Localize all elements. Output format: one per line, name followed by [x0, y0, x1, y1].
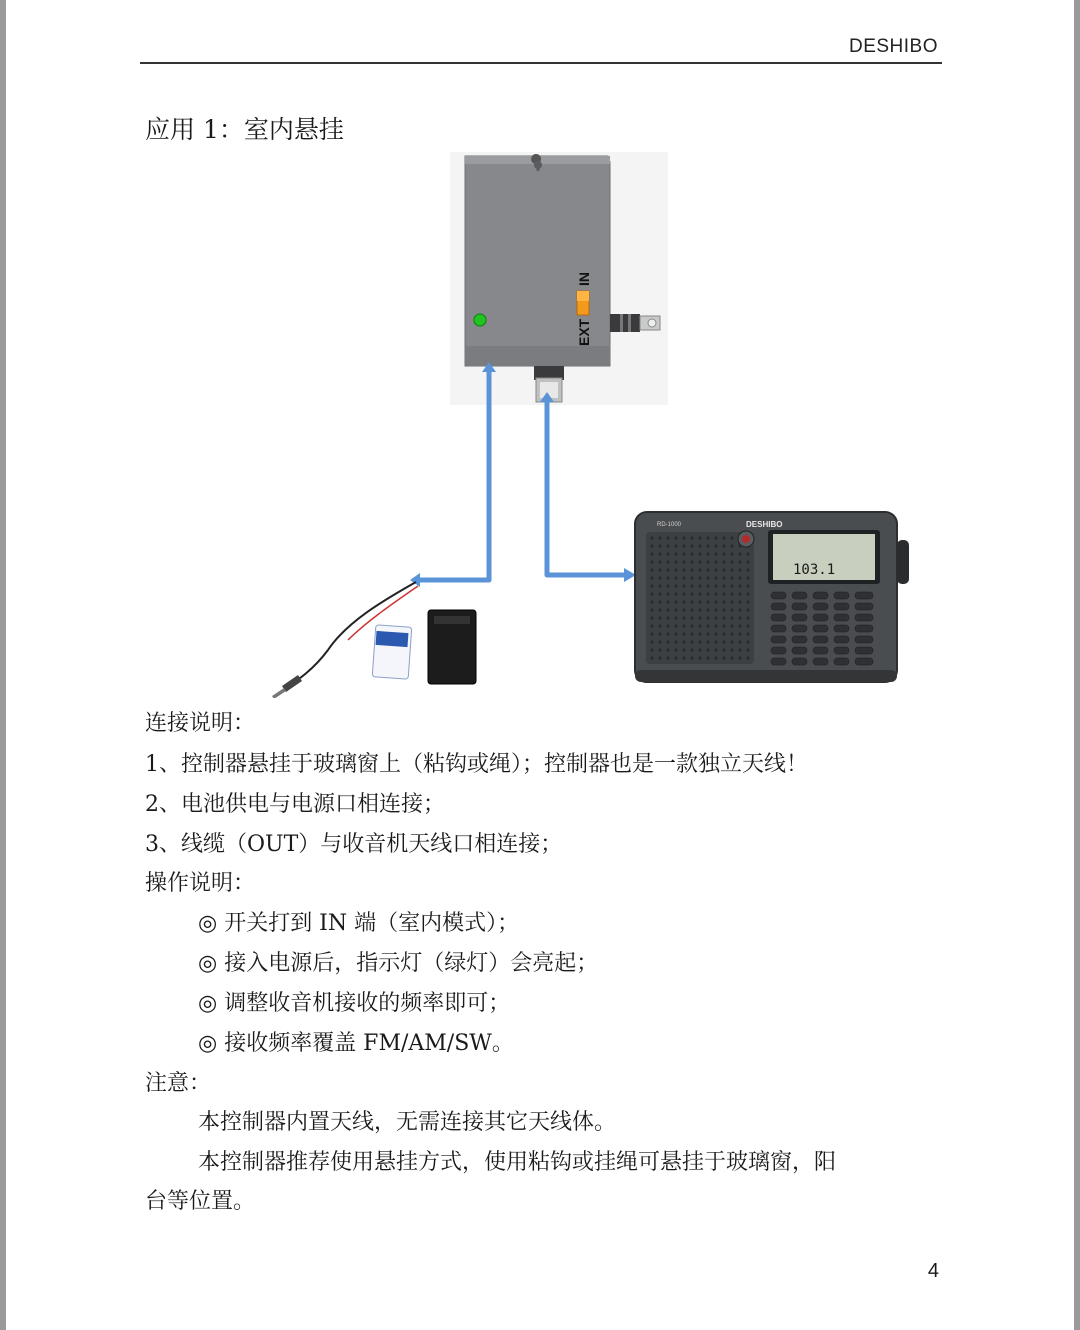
operation-title: 操作说明：: [145, 871, 256, 896]
radio-key: [792, 647, 807, 654]
radio-key: [771, 647, 786, 654]
section-heading: 应用 1：室内悬挂: [145, 115, 344, 144]
radio-key: [813, 647, 828, 654]
note-paragraph: 本控制器内置天线，无需连接其它天线体。: [198, 1110, 617, 1135]
page-edge-right: [1074, 0, 1080, 1330]
lcd-frequency: 103.1: [793, 562, 836, 578]
radio-key: [792, 625, 807, 632]
radio-receiver: [635, 512, 909, 682]
power-led: [474, 314, 486, 326]
radio-key: [813, 625, 828, 632]
side-connector: [610, 314, 640, 332]
radio-key: [855, 625, 873, 632]
radio-key: [771, 592, 786, 599]
operation-item: ◎ 调整收音机接收的频率即可；: [198, 991, 511, 1016]
radio-key: [855, 603, 873, 610]
antenna-cable: [547, 398, 628, 575]
radio-key: [855, 658, 873, 665]
radio-key: [771, 625, 786, 632]
radio-key: [855, 614, 873, 621]
radio-key: [813, 614, 828, 621]
header-brand: DESHIBO: [848, 36, 938, 57]
header-rule: [140, 62, 942, 64]
radio-key: [771, 614, 786, 621]
connection-item: 2、电池供电与电源口相连接；: [145, 792, 445, 817]
radio-key: [855, 647, 873, 654]
radio-key: [834, 647, 849, 654]
radio-key: [855, 592, 873, 599]
speaker-grille: [646, 532, 754, 664]
switch-label-in: IN: [576, 272, 592, 286]
radio-key: [792, 603, 807, 610]
radio-key: [771, 603, 786, 610]
radio-key: [834, 636, 849, 643]
radio-key: [813, 636, 828, 643]
connection-item: 1、控制器悬挂于玻璃窗上（粘钩或绳）；控制器也是一款独立天线！: [145, 752, 808, 777]
page-number: 4: [927, 1260, 939, 1282]
radio-key: [771, 658, 786, 665]
radio-key: [792, 636, 807, 643]
radio-key: [771, 636, 786, 643]
radio-key: [792, 658, 807, 665]
connection-item: 3、线缆（OUT）与收音机天线口相连接；: [145, 832, 563, 857]
radio-key: [834, 658, 849, 665]
radio-key: [834, 592, 849, 599]
radio-key: [813, 658, 828, 665]
radio-key: [813, 603, 828, 610]
radio-key: [813, 592, 828, 599]
radio-key: [792, 592, 807, 599]
radio-key: [792, 614, 807, 621]
operation-item: ◎ 接收频率覆盖 FM/AM/SW。: [198, 1031, 514, 1056]
radio-brand: DESHIBO: [746, 520, 783, 529]
connection-title: 连接说明：: [145, 711, 256, 736]
switch-label-ext: EXT: [576, 318, 592, 346]
radio-model: RD-1000: [657, 522, 682, 528]
radio-key: [834, 603, 849, 610]
note-title: 注意：: [145, 1071, 212, 1096]
operation-item: ◎ 接入电源后，指示灯（绿灯）会亮起；: [198, 951, 599, 976]
battery-pack: [272, 582, 476, 698]
setup-illustration: [268, 150, 918, 698]
radio-key: [834, 614, 849, 621]
radio-key: [855, 636, 873, 643]
note-paragraph-continued: 台等位置。: [145, 1189, 256, 1214]
note-paragraph: 本控制器推荐使用悬挂方式，使用粘钩或挂绳可悬挂于玻璃窗，阳: [198, 1150, 837, 1175]
radio-key: [834, 625, 849, 632]
operation-item: ◎ 开关打到 IN 端（室内模式）；: [198, 911, 520, 936]
page-edge-left: [0, 0, 6, 1330]
